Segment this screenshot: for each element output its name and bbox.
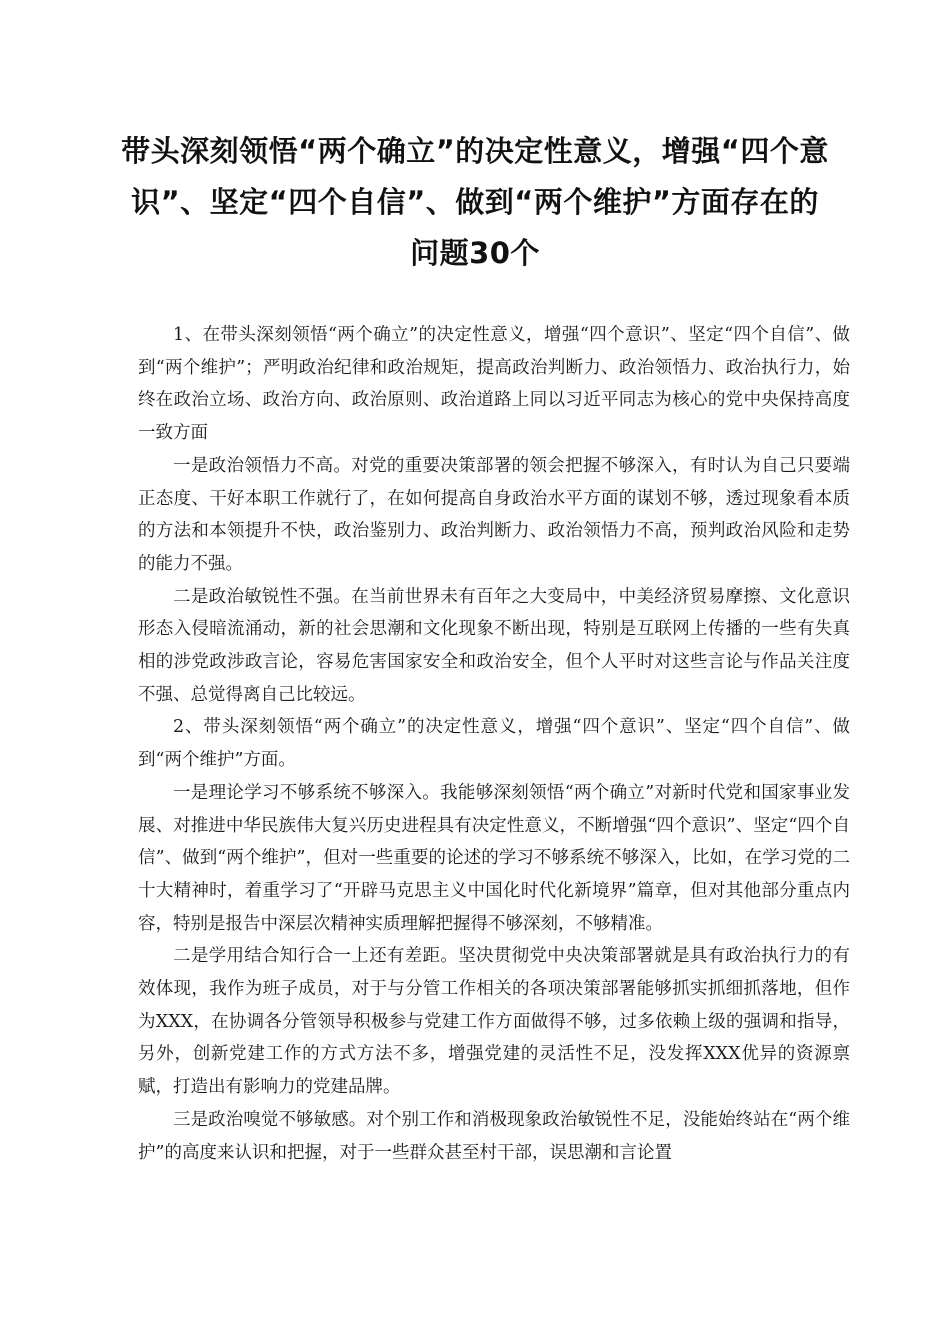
paragraph-4: 2、带头深刻领悟“两个确立”的决定性意义，增强“四个意识”、坚定“四个自信”、做到“两个维护”方面。: [138, 717, 850, 771]
paragraph-5: 一是理论学习不够系统不够深入。我能够深刻领悟“两个确立”对新时代党和国家事业发展、对推进中华民族伟大复兴历史进程具有决定性意义，不断增强“四个意识”、坚定“四个自信”、做到“两个维护”，但对一些重要的论述的学习不够系统不够深入，比如，在学习党的二十大精神时，着重学习了“开辟马克思主义中国化时代化新境界”篇章，但对其他部分重点内容，特别是报告中深层次精神实质理解把握得不够深刻，不够精准。: [138, 782, 850, 934]
paragraph-6: 二是学用结合知行合一上还有差距。坚决贯彻党中央决策部署就是具有政治执行力的有效体现，我作为班子成员，对于与分管工作相关的各项决策部署能够抓实抓细抓落地，但作为XXX，在协调各分管领导积极参与党建工作方面做得不够，过多依赖上级的强调和指导，另外，创新党建工作的方式方法不多，增强党建的灵活性不足，没发挥XXX优异的资源禀赋，打造出有影响力的党建品牌。: [138, 946, 850, 1098]
document-body: [138, 319, 850, 1169]
paragraph-1: 1、在带头深刻领悟“两个确立”的决定性意义，增强“四个意识”、坚定“四个自信”、做到“两个维护”；严明政治纪律和政治规矩，提高政治判断力、政治领悟力、政治执行力，始终在政治立场、政治方向、政治原则、政治道路上同以习近平同志为核心的党中央保持高度一致方面: [138, 325, 850, 444]
document-title: 带头深刻领悟“两个确立”的决定性意义，增强“四个意识”、坚定“四个自信”、做到“两个维护”方面存在的问题30个: [121, 134, 829, 270]
paragraph-2: 一是政治领悟力不高。对党的重要决策部署的领会把握不够深入，有时认为自己只要端正态度、干好本职工作就行了，在如何提高自身政治水平方面的谋划不够，透过现象看本质的方法和本领提升不快，政治鉴别力、政治判断力、政治领悟力不高，预判政治风险和走势的能力不强。: [138, 455, 850, 574]
paragraph-3: 二是政治敏锐性不强。在当前世界未有百年之大变局中，中美经济贸易摩擦、文化意识形态入侵暗流涌动，新的社会思潮和文化现象不断出现，特别是互联网上传播的一些有失真相的涉党政涉政言论，容易危害国家安全和政治安全，但个人平时对这些言论与作品关注度不强、总觉得离自己比较远。: [138, 586, 850, 705]
paragraph-7: 三是政治嗅觉不够敏感。对个别工作和消极现象政治敏锐性不足，没能始终站在“两个维护”的高度来认识和把握，对于一些群众甚至村干部，误思潮和言论置: [138, 1109, 850, 1163]
